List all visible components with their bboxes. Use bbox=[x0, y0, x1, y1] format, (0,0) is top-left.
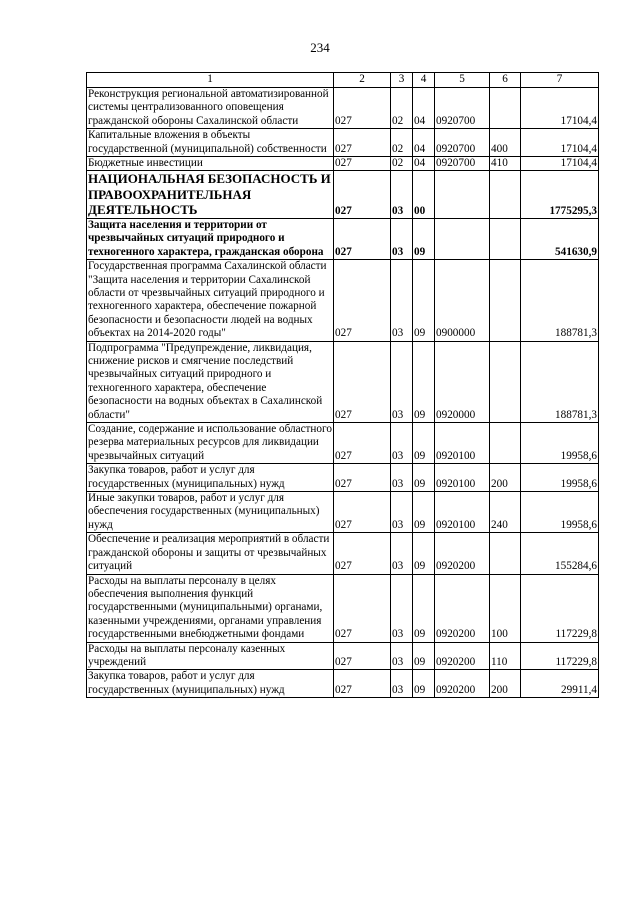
table-header-row bbox=[87, 73, 599, 88]
cell-target: 0920100 bbox=[435, 464, 490, 492]
cell-target: 0920700 bbox=[435, 88, 490, 129]
table-row bbox=[87, 492, 599, 533]
cell-ministry: 027 bbox=[334, 260, 391, 341]
cell-section: 03 bbox=[391, 670, 413, 698]
cell-ministry: 027 bbox=[334, 88, 391, 129]
cell-subsection: 00 bbox=[413, 171, 435, 219]
cell-name: Закупка товаров, работ и услуг для государственных (муниципальных) нужд bbox=[87, 670, 334, 698]
cell-type bbox=[490, 533, 521, 574]
cell-subsection: 09 bbox=[413, 341, 435, 422]
table-row bbox=[87, 341, 599, 422]
cell-type: 200 bbox=[490, 464, 521, 492]
cell-subsection: 04 bbox=[413, 129, 435, 157]
cell-type: 400 bbox=[490, 129, 521, 157]
cell-amount: 1775295,3 bbox=[521, 171, 599, 219]
cell-name: Закупка товаров, работ и услуг для государственных (муниципальных) нужд bbox=[87, 464, 334, 492]
budget-table bbox=[86, 72, 599, 698]
cell-subsection: 09 bbox=[413, 642, 435, 670]
header-cell-ministry: 2 bbox=[334, 73, 391, 88]
cell-name: Бюджетные инвестиции bbox=[87, 157, 334, 171]
cell-ministry: 027 bbox=[334, 157, 391, 171]
cell-type: 100 bbox=[490, 574, 521, 642]
cell-amount: 17104,4 bbox=[521, 129, 599, 157]
cell-ministry: 027 bbox=[334, 574, 391, 642]
header-cell-name: 1 bbox=[87, 73, 334, 88]
cell-section: 03 bbox=[391, 218, 413, 259]
cell-type: 110 bbox=[490, 642, 521, 670]
cell-name: Защита населения и территории от чрезвычайных ситуаций природного и техногенного характера, гражданская оборона bbox=[87, 218, 334, 259]
cell-target: 0920200 bbox=[435, 533, 490, 574]
cell-type bbox=[490, 218, 521, 259]
cell-section: 03 bbox=[391, 423, 413, 464]
cell-target: 0900000 bbox=[435, 260, 490, 341]
cell-subsection: 09 bbox=[413, 670, 435, 698]
cell-target: 0920700 bbox=[435, 157, 490, 171]
table-row bbox=[87, 574, 599, 642]
table-row bbox=[87, 218, 599, 259]
table-row bbox=[87, 171, 599, 219]
table-row bbox=[87, 533, 599, 574]
cell-amount: 117229,8 bbox=[521, 642, 599, 670]
cell-ministry: 027 bbox=[334, 642, 391, 670]
cell-section: 03 bbox=[391, 260, 413, 341]
cell-subsection: 09 bbox=[413, 464, 435, 492]
cell-name: Государственная программа Сахалинской области "Защита населения и территории Сахалинской области от чрезвычайных ситуаций природного и техногенного характера, обеспечение пожарной безопасности и безопасности людей на водных объектах на 2014-2020 годы" bbox=[87, 260, 334, 341]
cell-ministry: 027 bbox=[334, 670, 391, 698]
cell-name: Иные закупки товаров, работ и услуг для обеспечения государственных (муниципальных) нужд bbox=[87, 492, 334, 533]
cell-target: 0920200 bbox=[435, 642, 490, 670]
cell-amount: 29911,4 bbox=[521, 670, 599, 698]
cell-ministry: 027 bbox=[334, 341, 391, 422]
cell-amount: 188781,3 bbox=[521, 341, 599, 422]
cell-section: 03 bbox=[391, 642, 413, 670]
cell-ministry: 027 bbox=[334, 218, 391, 259]
cell-subsection: 04 bbox=[413, 157, 435, 171]
cell-section: 03 bbox=[391, 341, 413, 422]
header-cell-section: 3 bbox=[391, 73, 413, 88]
table-row bbox=[87, 423, 599, 464]
cell-amount: 19958,6 bbox=[521, 464, 599, 492]
cell-amount: 19958,6 bbox=[521, 492, 599, 533]
cell-section: 03 bbox=[391, 533, 413, 574]
cell-section: 03 bbox=[391, 464, 413, 492]
cell-target bbox=[435, 218, 490, 259]
table-row bbox=[87, 642, 599, 670]
cell-subsection: 04 bbox=[413, 88, 435, 129]
header-cell-subsection: 4 bbox=[413, 73, 435, 88]
cell-type bbox=[490, 88, 521, 129]
table-row bbox=[87, 129, 599, 157]
cell-type bbox=[490, 423, 521, 464]
cell-subsection: 09 bbox=[413, 533, 435, 574]
cell-amount: 188781,3 bbox=[521, 260, 599, 341]
cell-type bbox=[490, 260, 521, 341]
cell-target: 0920100 bbox=[435, 423, 490, 464]
cell-target bbox=[435, 171, 490, 219]
table-row bbox=[87, 157, 599, 171]
cell-target: 0920200 bbox=[435, 670, 490, 698]
table-row bbox=[87, 88, 599, 129]
cell-section: 02 bbox=[391, 157, 413, 171]
table-row bbox=[87, 464, 599, 492]
cell-ministry: 027 bbox=[334, 464, 391, 492]
cell-name: Реконструкция региональной автоматизированной системы централизованного оповещения гражданской обороны Сахалинской области bbox=[87, 88, 334, 129]
cell-amount: 17104,4 bbox=[521, 157, 599, 171]
cell-amount: 117229,8 bbox=[521, 574, 599, 642]
cell-subsection: 09 bbox=[413, 574, 435, 642]
cell-amount: 541630,9 bbox=[521, 218, 599, 259]
cell-section: 03 bbox=[391, 492, 413, 533]
cell-amount: 17104,4 bbox=[521, 88, 599, 129]
cell-subsection: 09 bbox=[413, 423, 435, 464]
header-cell-target: 5 bbox=[435, 73, 490, 88]
cell-type bbox=[490, 171, 521, 219]
cell-section: 02 bbox=[391, 129, 413, 157]
cell-target: 0920700 bbox=[435, 129, 490, 157]
cell-target: 0920100 bbox=[435, 492, 490, 533]
cell-amount: 155284,6 bbox=[521, 533, 599, 574]
cell-target: 0920000 bbox=[435, 341, 490, 422]
cell-ministry: 027 bbox=[334, 533, 391, 574]
header-cell-type: 6 bbox=[490, 73, 521, 88]
cell-name: Создание, содержание и использование областного резерва материальных ресурсов для ликвидации чрезвычайных ситуаций bbox=[88, 423, 332, 462]
cell-ministry: 027 bbox=[334, 171, 391, 219]
table-row bbox=[87, 260, 599, 341]
header-cell-amount: 7 bbox=[521, 73, 599, 88]
cell-name: Расходы на выплаты персоналу в целях обеспечения выполнения функций государственными (муниципальными) органами, казенными учреждениями, органами управления государственными внебюджетными фондами bbox=[87, 574, 334, 642]
cell-type: 200 bbox=[490, 670, 521, 698]
cell-ministry: 027 bbox=[334, 129, 391, 157]
cell-type: 240 bbox=[490, 492, 521, 533]
cell-ministry: 027 bbox=[334, 492, 391, 533]
cell-target: 0920200 bbox=[435, 574, 490, 642]
cell-name: Обеспечение и реализация мероприятий в области гражданской обороны и защиты от чрезвычайных ситуаций bbox=[87, 533, 334, 574]
table-row bbox=[87, 670, 599, 698]
cell-amount: 19958,6 bbox=[521, 423, 599, 464]
cell-type: 410 bbox=[490, 157, 521, 171]
cell-section: 03 bbox=[391, 574, 413, 642]
cell-subsection: 09 bbox=[413, 492, 435, 533]
cell-name: Подпрограмма "Предупреждение, ликвидация, снижение рисков и смягчение последствий чрезвычайных ситуаций природного и техногенного характера, обеспечение безопасности на водных объектах в Сахалинской области" bbox=[87, 341, 334, 422]
cell-name: НАЦИОНАЛЬНАЯ БЕЗОПАСНОСТЬ И ПРАВООХРАНИТЕЛЬНАЯ ДЕЯТЕЛЬНОСТЬ bbox=[87, 171, 334, 219]
cell-section: 03 bbox=[391, 171, 413, 219]
cell-ministry: 027 bbox=[334, 423, 391, 464]
cell-subsection: 09 bbox=[413, 260, 435, 341]
cell-name: Расходы на выплаты персоналу казенных учреждений bbox=[87, 642, 334, 670]
cell-name: Капитальные вложения в объекты государственной (муниципальной) собственности bbox=[87, 129, 334, 157]
page-number: 234 bbox=[310, 40, 330, 55]
cell-section: 02 bbox=[391, 88, 413, 129]
cell-subsection: 09 bbox=[413, 218, 435, 259]
cell-type bbox=[490, 341, 521, 422]
